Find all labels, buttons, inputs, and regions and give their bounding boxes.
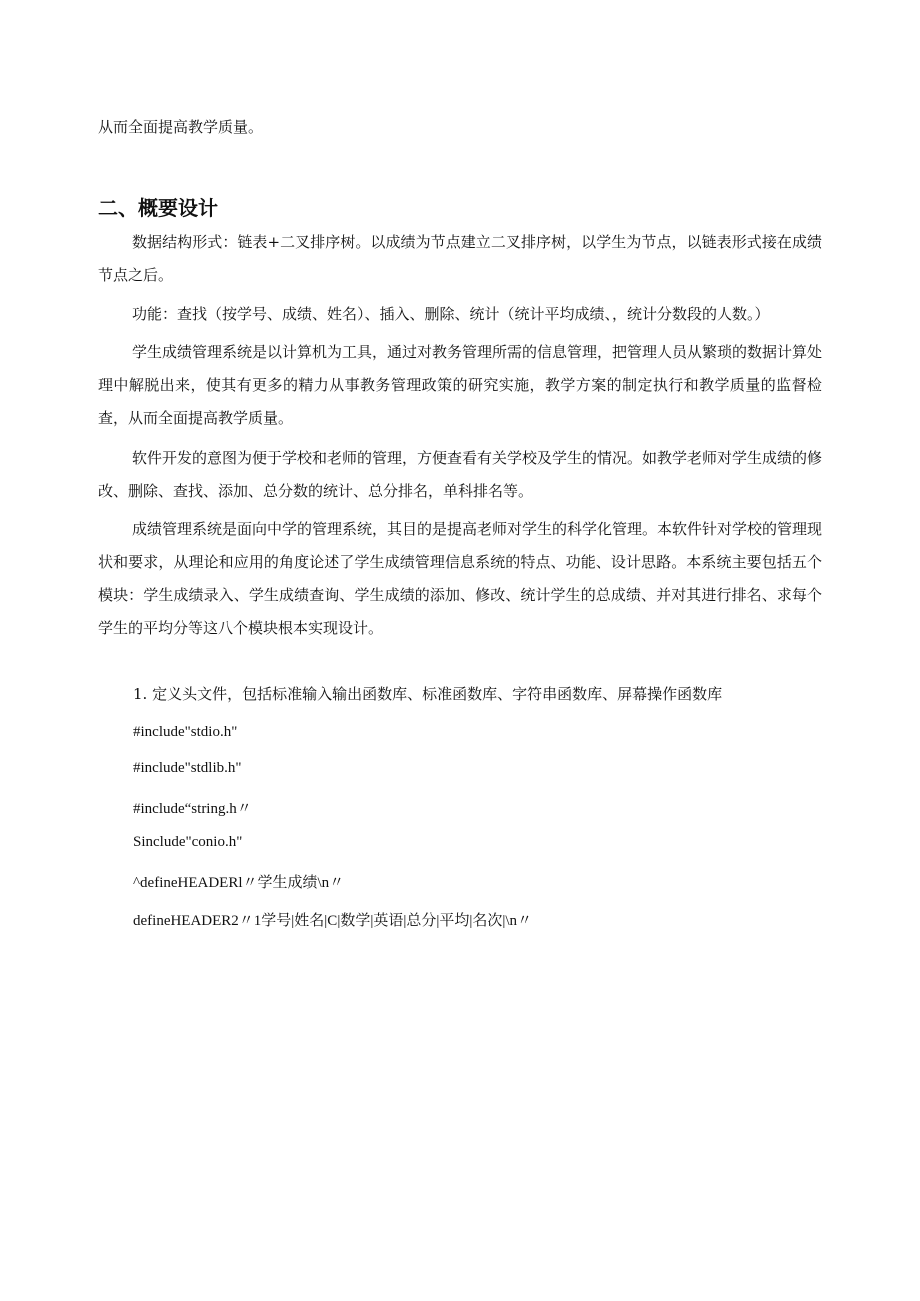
code-line: #include"stdlib.h" bbox=[133, 760, 242, 776]
section-title: 二、概要设计 bbox=[98, 196, 218, 220]
paragraph-software-purpose: 软件开发的意图为便于学校和老师的管理，方便查看有关学校及学生的情况。如教学老师对学生成绩的修改、删除、查找、添加、总分数的统计、总分排名，单科排名等。 bbox=[98, 449, 823, 500]
code-line: defineHEADER2〃1学号|姓名|C|数学|英语|总分|平均|名次|\n〃 bbox=[133, 913, 533, 929]
code-line: ^defineHEADERl〃学生成绩\n〃 bbox=[133, 875, 345, 891]
code-line: #include“string.h〃 bbox=[133, 801, 252, 817]
paragraph-data-structure: 数据结构形式：链表+二叉排序树。以成绩为节点建立二叉排序树，以学生为节点，以链表形式接在成绩节点之后。 bbox=[98, 233, 822, 284]
continuation-line: 从而全面提高教学质量。 bbox=[98, 118, 264, 136]
code-line: #include"stdio.h" bbox=[133, 724, 238, 740]
paragraph-functions: 功能：查找（按学号、成绩、姓名）、插入、删除、统计（统计平均成绩、，统计分数段的人数。） bbox=[132, 305, 770, 323]
code-line: Sinclude"conio.h" bbox=[133, 834, 243, 850]
paragraph-system-modules: 成绩管理系统是面向中学的管理系统，其目的是提高老师对学生的科学化管理。本软件针对学校的管理现状和要求，从理论和应用的角度论述了学生成绩管理信息系统的特点、功能、设计思路。本系统主要包括五个模块：学生成绩录入、学生成绩查询、学生成绩的添加、修改、统计学生的总成绩、并对其进行排名、求每个学生的平均分等这八个模块根本实现设计。 bbox=[98, 520, 823, 637]
step-title: 1. 定义头文件，包括标准输入输出函数库、标准函数库、字符串函数库、屏幕操作函数库 bbox=[133, 685, 723, 703]
paragraph-system-intro: 学生成绩管理系统是以计算机为工具，通过对教务管理所需的信息管理，把管理人员从繁琐的数据计算处理中解脱出来，使其有更多的精力从事教务管理政策的研究实施，教学方案的制定执行和教学质量的监督检查，从而全面提高教学质量。 bbox=[98, 343, 823, 427]
